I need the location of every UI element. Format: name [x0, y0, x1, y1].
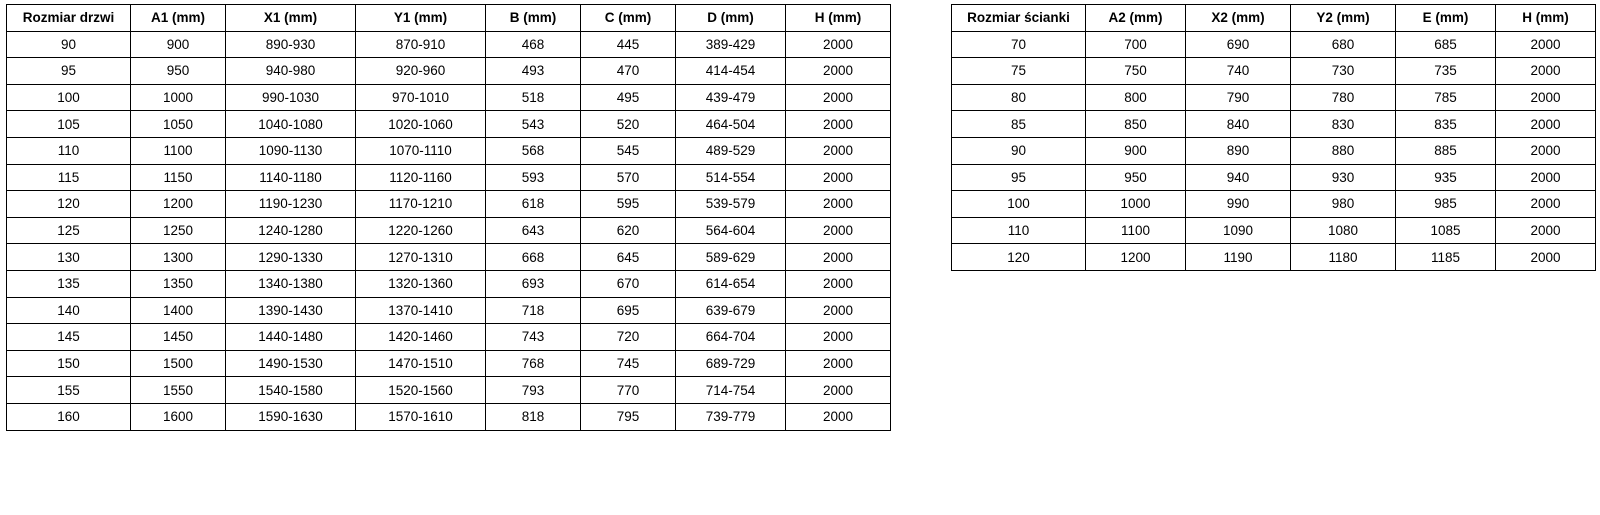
table-cell: 620	[581, 217, 676, 244]
table-cell: 140	[7, 297, 131, 324]
table-cell: 990-1030	[226, 84, 356, 111]
table-cell: 850	[1086, 111, 1186, 138]
table-cell: 100	[7, 84, 131, 111]
column-header-c: C (mm)	[581, 5, 676, 32]
doors-table-body	[7, 31, 891, 430]
table-row	[952, 58, 1596, 85]
table-cell: 1040-1080	[226, 111, 356, 138]
column-header-y1: Y1 (mm)	[356, 5, 486, 32]
table-cell: 568	[486, 137, 581, 164]
column-header-x2: X2 (mm)	[1186, 5, 1291, 32]
table-row	[7, 403, 891, 430]
column-header-a2: A2 (mm)	[1086, 5, 1186, 32]
table-cell: 1490-1530	[226, 350, 356, 377]
table-cell: 2000	[1496, 191, 1596, 218]
table-cell: 990	[1186, 191, 1291, 218]
table-cell: 1100	[1086, 217, 1186, 244]
table-cell: 125	[7, 217, 131, 244]
table-cell: 2000	[786, 297, 891, 324]
table-cell: 1170-1210	[356, 191, 486, 218]
table-cell: 690	[1186, 31, 1291, 58]
table-row	[952, 244, 1596, 271]
table-cell: 145	[7, 324, 131, 351]
table-cell: 718	[486, 297, 581, 324]
table-row	[7, 324, 891, 351]
table-cell: 835	[1396, 111, 1496, 138]
table-cell: 514-554	[676, 164, 786, 191]
table-cell: 110	[952, 217, 1086, 244]
table-cell: 389-429	[676, 31, 786, 58]
table-cell: 1300	[131, 244, 226, 271]
table-cell: 2000	[786, 164, 891, 191]
table-cell: 110	[7, 137, 131, 164]
table-cell: 1190	[1186, 244, 1291, 271]
table-row	[7, 244, 891, 271]
table-cell: 935	[1396, 164, 1496, 191]
table-row	[7, 137, 891, 164]
walls-dimensions-table-container	[951, 4, 1596, 271]
table-cell: 489-529	[676, 137, 786, 164]
table-cell: 105	[7, 111, 131, 138]
table-cell: 1590-1630	[226, 403, 356, 430]
table-cell: 680	[1291, 31, 1396, 58]
table-cell: 950	[131, 58, 226, 85]
table-cell: 1120-1160	[356, 164, 486, 191]
table-row	[952, 31, 1596, 58]
table-cell: 2000	[1496, 84, 1596, 111]
column-header-y2: Y2 (mm)	[1291, 5, 1396, 32]
table-cell: 414-454	[676, 58, 786, 85]
table-cell: 85	[952, 111, 1086, 138]
walls-table-header	[952, 5, 1596, 32]
table-cell: 1090-1130	[226, 137, 356, 164]
table-cell: 1180	[1291, 244, 1396, 271]
table-cell: 464-504	[676, 111, 786, 138]
table-cell: 2000	[786, 377, 891, 404]
table-cell: 700	[1086, 31, 1186, 58]
table-cell: 543	[486, 111, 581, 138]
table-cell: 614-654	[676, 270, 786, 297]
table-cell: 840	[1186, 111, 1291, 138]
table-cell: 940	[1186, 164, 1291, 191]
table-cell: 100	[952, 191, 1086, 218]
table-cell: 1400	[131, 297, 226, 324]
table-cell: 900	[1086, 137, 1186, 164]
table-cell: 730	[1291, 58, 1396, 85]
table-cell: 1140-1180	[226, 164, 356, 191]
table-cell: 518	[486, 84, 581, 111]
table-cell: 2000	[786, 324, 891, 351]
table-cell: 1420-1460	[356, 324, 486, 351]
table-cell: 1470-1510	[356, 350, 486, 377]
table-cell: 664-704	[676, 324, 786, 351]
table-row	[7, 191, 891, 218]
table-cell: 90	[7, 31, 131, 58]
table-cell: 593	[486, 164, 581, 191]
table-cell: 589-629	[676, 244, 786, 271]
table-cell: 150	[7, 350, 131, 377]
table-cell: 870-910	[356, 31, 486, 58]
table-cell: 595	[581, 191, 676, 218]
table-cell: 1340-1380	[226, 270, 356, 297]
table-cell: 768	[486, 350, 581, 377]
table-cell: 468	[486, 31, 581, 58]
table-cell: 1500	[131, 350, 226, 377]
table-cell: 885	[1396, 137, 1496, 164]
column-header-x1: X1 (mm)	[226, 5, 356, 32]
table-cell: 618	[486, 191, 581, 218]
table-cell: 130	[7, 244, 131, 271]
table-cell: 985	[1396, 191, 1496, 218]
table-cell: 1220-1260	[356, 217, 486, 244]
table-cell: 1320-1360	[356, 270, 486, 297]
table-cell: 1190-1230	[226, 191, 356, 218]
table-row	[952, 191, 1596, 218]
table-cell: 920-960	[356, 58, 486, 85]
table-cell: 2000	[1496, 111, 1596, 138]
table-cell: 735	[1396, 58, 1496, 85]
table-cell: 2000	[786, 244, 891, 271]
table-cell: 785	[1396, 84, 1496, 111]
table-row	[952, 217, 1596, 244]
table-cell: 739-779	[676, 403, 786, 430]
table-cell: 818	[486, 403, 581, 430]
table-cell: 564-604	[676, 217, 786, 244]
table-cell: 539-579	[676, 191, 786, 218]
table-cell: 930	[1291, 164, 1396, 191]
table-cell: 1070-1110	[356, 137, 486, 164]
walls-dimensions-table	[951, 4, 1596, 271]
table-cell: 135	[7, 270, 131, 297]
table-cell: 493	[486, 58, 581, 85]
table-cell: 1290-1330	[226, 244, 356, 271]
table-row	[952, 164, 1596, 191]
table-cell: 90	[952, 137, 1086, 164]
table-cell: 2000	[1496, 31, 1596, 58]
table-cell: 830	[1291, 111, 1396, 138]
table-cell: 1540-1580	[226, 377, 356, 404]
table-cell: 2000	[1496, 244, 1596, 271]
table-row	[7, 217, 891, 244]
table-cell: 2000	[786, 350, 891, 377]
table-cell: 1450	[131, 324, 226, 351]
table-cell: 693	[486, 270, 581, 297]
table-cell: 115	[7, 164, 131, 191]
table-cell: 890-930	[226, 31, 356, 58]
column-header-d: D (mm)	[676, 5, 786, 32]
table-cell: 95	[952, 164, 1086, 191]
table-row	[952, 111, 1596, 138]
table-cell: 160	[7, 403, 131, 430]
table-cell: 880	[1291, 137, 1396, 164]
table-cell: 2000	[1496, 217, 1596, 244]
table-cell: 2000	[786, 270, 891, 297]
table-cell: 743	[486, 324, 581, 351]
table-cell: 1150	[131, 164, 226, 191]
table-cell: 1390-1430	[226, 297, 356, 324]
table-cell: 155	[7, 377, 131, 404]
table-cell: 1090	[1186, 217, 1291, 244]
table-cell: 1350	[131, 270, 226, 297]
table-cell: 900	[131, 31, 226, 58]
column-header-rozmiar-drzwi: Rozmiar drzwi	[7, 5, 131, 32]
table-cell: 1570-1610	[356, 403, 486, 430]
table-cell: 1370-1410	[356, 297, 486, 324]
table-row	[7, 84, 891, 111]
table-cell: 1000	[1086, 191, 1186, 218]
table-cell: 740	[1186, 58, 1291, 85]
table-cell: 2000	[786, 111, 891, 138]
column-header-rozmiar-scianki: Rozmiar ścianki	[952, 5, 1086, 32]
table-row	[952, 137, 1596, 164]
table-cell: 470	[581, 58, 676, 85]
table-cell: 795	[581, 403, 676, 430]
table-cell: 120	[952, 244, 1086, 271]
table-cell: 670	[581, 270, 676, 297]
table-cell: 1085	[1396, 217, 1496, 244]
table-row	[7, 350, 891, 377]
table-cell: 495	[581, 84, 676, 111]
table-cell: 970-1010	[356, 84, 486, 111]
table-cell: 685	[1396, 31, 1496, 58]
table-row	[7, 377, 891, 404]
table-row	[7, 31, 891, 58]
table-row	[7, 58, 891, 85]
column-header-h: H (mm)	[786, 5, 891, 32]
table-cell: 1200	[131, 191, 226, 218]
table-cell: 2000	[1496, 164, 1596, 191]
table-cell: 720	[581, 324, 676, 351]
table-cell: 2000	[786, 191, 891, 218]
table-cell: 745	[581, 350, 676, 377]
table-cell: 70	[952, 31, 1086, 58]
table-cell: 950	[1086, 164, 1186, 191]
table-row	[952, 84, 1596, 111]
table-cell: 439-479	[676, 84, 786, 111]
column-header-b: B (mm)	[486, 5, 581, 32]
table-cell: 2000	[786, 137, 891, 164]
table-cell: 445	[581, 31, 676, 58]
table-cell: 570	[581, 164, 676, 191]
table-cell: 1240-1280	[226, 217, 356, 244]
table-cell: 689-729	[676, 350, 786, 377]
doors-dimensions-table-container	[6, 4, 891, 431]
table-cell: 2000	[786, 403, 891, 430]
table-cell: 1000	[131, 84, 226, 111]
table-cell: 890	[1186, 137, 1291, 164]
table-cell: 643	[486, 217, 581, 244]
table-cell: 520	[581, 111, 676, 138]
table-row	[7, 111, 891, 138]
table-row	[7, 164, 891, 191]
table-cell: 1200	[1086, 244, 1186, 271]
table-header-row	[952, 5, 1596, 32]
table-cell: 1600	[131, 403, 226, 430]
table-cell: 1550	[131, 377, 226, 404]
table-cell: 95	[7, 58, 131, 85]
table-cell: 940-980	[226, 58, 356, 85]
table-cell: 545	[581, 137, 676, 164]
table-cell: 2000	[786, 58, 891, 85]
table-cell: 800	[1086, 84, 1186, 111]
table-cell: 645	[581, 244, 676, 271]
table-cell: 1050	[131, 111, 226, 138]
table-cell: 1250	[131, 217, 226, 244]
table-cell: 2000	[1496, 137, 1596, 164]
table-cell: 2000	[1496, 58, 1596, 85]
table-cell: 2000	[786, 84, 891, 111]
table-row	[7, 270, 891, 297]
table-cell: 1080	[1291, 217, 1396, 244]
table-cell: 750	[1086, 58, 1186, 85]
table-cell: 793	[486, 377, 581, 404]
table-cell: 75	[952, 58, 1086, 85]
table-cell: 714-754	[676, 377, 786, 404]
table-cell: 1020-1060	[356, 111, 486, 138]
doors-table-header	[7, 5, 891, 32]
table-cell: 80	[952, 84, 1086, 111]
column-header-a1: A1 (mm)	[131, 5, 226, 32]
table-cell: 695	[581, 297, 676, 324]
table-cell: 790	[1186, 84, 1291, 111]
table-cell: 770	[581, 377, 676, 404]
table-cell: 1520-1560	[356, 377, 486, 404]
table-cell: 780	[1291, 84, 1396, 111]
table-cell: 980	[1291, 191, 1396, 218]
table-cell: 1100	[131, 137, 226, 164]
table-header-row	[7, 5, 891, 32]
table-cell: 120	[7, 191, 131, 218]
walls-table-body	[952, 31, 1596, 270]
column-header-e: E (mm)	[1396, 5, 1496, 32]
table-cell: 639-679	[676, 297, 786, 324]
table-cell: 1440-1480	[226, 324, 356, 351]
table-cell: 2000	[786, 217, 891, 244]
column-header-h: H (mm)	[1496, 5, 1596, 32]
table-cell: 2000	[786, 31, 891, 58]
table-row	[7, 297, 891, 324]
table-cell: 1270-1310	[356, 244, 486, 271]
doors-dimensions-table	[6, 4, 891, 431]
table-cell: 668	[486, 244, 581, 271]
table-cell: 1185	[1396, 244, 1496, 271]
